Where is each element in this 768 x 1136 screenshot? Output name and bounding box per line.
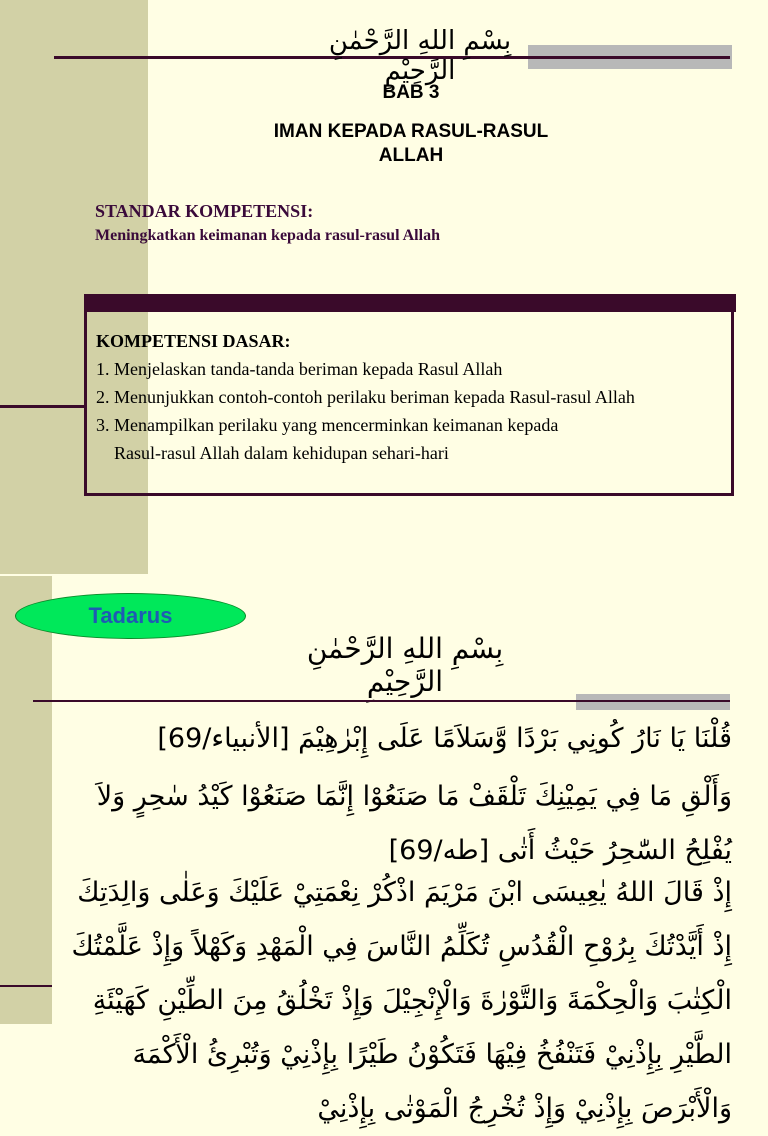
- verse-taha-69: وَأَلْقِ مَا فِي يَمِيْنِكَ تَلْقَفْ مَا صَنَعُوْا إِنَّمَا صَنَعُوْا كَيْدُ سٰحِرٍ وَلاَ يُفْلِحُ السّٰحِرُ حَيْثُ أَتٰى [طه/69]: [96, 781, 732, 866]
- chapter-label: BAB 3: [382, 82, 440, 103]
- basmalah-tadarus: بِسْمِ اللهِ الرَّحْمٰنِ الرَّحِيْمِ: [306, 632, 504, 698]
- tadarus-rule: [33, 700, 730, 702]
- page-title: [0, 120, 768, 168]
- left-rule-2: [0, 985, 52, 987]
- standar-heading: STANDAR KOMPETENSI:: [95, 201, 314, 221]
- title-line-1: IMAN KEPADA RASUL-RASUL: [273, 121, 549, 142]
- kompetensi-item: 2. Menunjukkan contoh-contoh perilaku beriman kepada Rasul-rasul Allah: [96, 387, 635, 407]
- decor-gray-bar-2: [576, 694, 730, 710]
- kompetensi-item: 1. Menjelaskan tanda-tanda beriman kepada Rasul Allah: [96, 359, 503, 379]
- kompetensi-content: [96, 327, 756, 467]
- left-rule: [0, 405, 84, 408]
- left-sidebar-band-2: [0, 576, 52, 1024]
- kompetensi-item: Rasul-rasul Allah dalam kehidupan sehari-hari: [96, 443, 449, 463]
- verse-al-anbiya-69: قُلْنَا يَا نَارُ كُونِي بَرْدًا وَّسَلاَمًا عَلَى إِبْرٰهِيْمَ [الأنبياء/69]: [157, 723, 732, 754]
- tadarus-button[interactable]: Tadarus: [15, 593, 246, 639]
- title-line-2: ALLAH: [378, 145, 444, 166]
- verse-al-maidah-110: إِذْ قَالَ اللهُ يٰعِيسَى ابْنَ مَرْيَمَ اذْكُرْ نِعْمَتِيْ عَلَيْكَ وَعَلٰى وَالِدَتِكَ إِذْ أَيَّدْتُكَ بِرُوْحِ الْقُدُسِ تُكَلِّمُ النَّاسَ فِي الْمَهْدِ وَكَهْلاً وَإِذْ عَلَّمْتُكَ الْكِتٰبَ وَالْحِكْمَةَ وَالتَّوْرٰةَ وَالْإِنْجِيْلَ وَإِذْ تَخْلُقُ مِنَ الطِّيْنِ كَهَيْئَةِ الطَّيْرِ بِإِذْنِيْ فَتَنْفُخُ فِيْهَا فَتَكُوْنُ طَيْرًا بِإِذْنِيْ وَتُبْرِئُ الْأَكْمَهَ وَالْأَبْرَصَ بِإِذْنِيْ وَإِذْ تُخْرِجُ الْمَوْتٰى بِإِذْنِيْ: [71, 877, 732, 1124]
- standar-body: Meningkatkan keimanan kepada rasul-rasul Allah: [95, 227, 440, 244]
- kompetensi-heading: KOMPETENSI DASAR:: [96, 331, 291, 351]
- basmalah-header: بِسْمِ اللهِ الرَّحْمٰنِ الرَّحِيْمِ: [328, 26, 512, 86]
- kompetensi-item: 3. Menampilkan perilaku yang mencerminkan keimanan kepada: [96, 415, 559, 435]
